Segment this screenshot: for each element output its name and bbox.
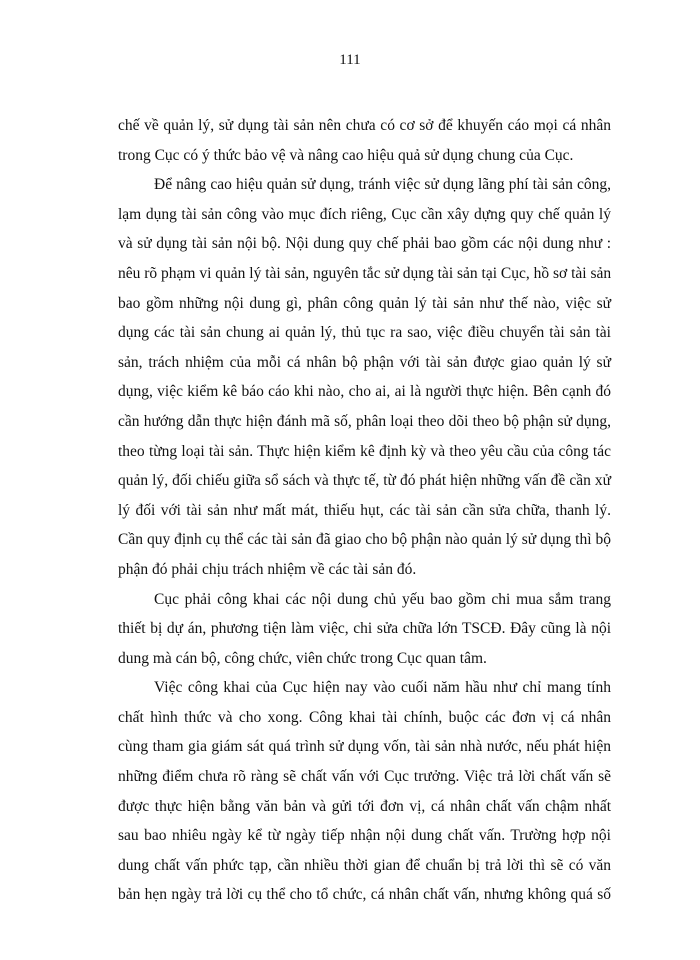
text-line: những điểm chưa rõ ràng sẽ chất vấn với Cục trưởng. Việc trả lời chất vấn sẽ (118, 768, 611, 786)
page-number: 111 (339, 52, 361, 68)
text-line: dung mà cán bộ, công chức, viên chức trong Cục quan tâm. (118, 649, 487, 667)
text-line: theo từng loại tài sản. Thực hiện kiểm kê định kỳ và theo yêu cầu của công tác (118, 442, 611, 460)
text-line: phận đó phải chịu trách nhiệm về các tài sản đó. (118, 560, 417, 578)
text-line: dung chất vấn phức tạp, cần nhiều thời gian để chuẩn bị trả lời thì sẽ có văn (118, 856, 611, 874)
text-line: Việc công khai của Cục hiện nay vào cuối năm hầu như chỉ mang tính (154, 679, 611, 697)
text-line: Cần quy định cụ thể các tài sản đã giao cho bộ phận nào quản lý sử dụng thì bộ (118, 531, 611, 549)
text-line: và sử dụng tài sản nội bộ. Nội dung quy chế phải bao gồm các nội dung như : (118, 235, 611, 253)
paragraph (118, 673, 611, 910)
text-line: quản lý, đối chiếu giữa sổ sách và thực tế, từ đó phát hiện những vấn đề cần xử (118, 472, 611, 490)
text-line: cần hướng dẫn thực hiện đánh mã số, phân loại theo dõi theo bộ phận sử dụng, (118, 412, 611, 430)
text-line: Cục phải công khai các nội dung chủ yếu bao gồm chi mua sắm trang (154, 590, 611, 608)
text-line: chất hình thức và cho xong. Công khai tài chính, buộc các đơn vị cá nhân (118, 708, 611, 726)
text-line: Để nâng cao hiệu quản sử dụng, tránh việc sử dụng lãng phí tài sản công, (154, 176, 611, 194)
text-line: trong Cục có ý thức bảo vệ và nâng cao hiệu quả sử dụng chung của Cục. (118, 146, 574, 164)
text-line: sản, trách nhiệm của mỗi cá nhân bộ phận với tài sản được giao quản lý sử (118, 353, 611, 371)
paragraph (118, 111, 611, 170)
text-line: sau bao nhiêu ngày kể từ ngày tiếp nhận nội dung chất vấn. Trường hợp nội (118, 827, 611, 845)
text-line: dụng các tài sản chung ai quản lý, thủ tục ra sao, việc điều chuyển tài sản tài (118, 324, 611, 342)
text-line: bao gồm những nội dung gì, phân công quản lý tài sản như thế nào, việc sử (118, 294, 611, 312)
text-line: lý đối với tài sản như mất mát, thiếu hụt, các tài sản cần sửa chữa, thanh lý. (118, 501, 611, 519)
text-line: chế về quản lý, sử dụng tài sản nên chưa có cơ sở để khuyến cáo mọi cá nhân (118, 117, 611, 134)
text-line: nêu rõ phạm vi quản lý tài sản, nguyên tắc sử dụng tài sản tại Cục, hồ sơ tài sản (118, 264, 612, 282)
text-line: cùng tham gia giám sát quá trình sử dụng vốn, tài sản nhà nước, nếu phát hiện (118, 738, 611, 756)
paragraph (118, 585, 611, 674)
text-line: thiết bị dự án, phương tiện làm việc, chi sửa chữa lớn TSCĐ. Đây cũng là nội (118, 620, 611, 638)
text-line: bản hẹn ngày trả lời cụ thể cho tổ chức, cá nhân chất vấn, nhưng không quá số (118, 886, 611, 904)
paragraph (118, 170, 611, 584)
text-line: dụng, việc kiểm kê báo cáo khi nào, cho ai, ai là người thực hiện. Bên cạnh đó (118, 383, 611, 401)
document-body (118, 111, 611, 910)
text-line: lạm dụng tài sản công vào mục đích riêng, Cục cần xây dựng quy chế quản lý (118, 205, 611, 223)
text-line: được thực hiện bằng văn bản và gửi tới đơn vị, cá nhân chất vấn chậm nhất (118, 797, 611, 815)
